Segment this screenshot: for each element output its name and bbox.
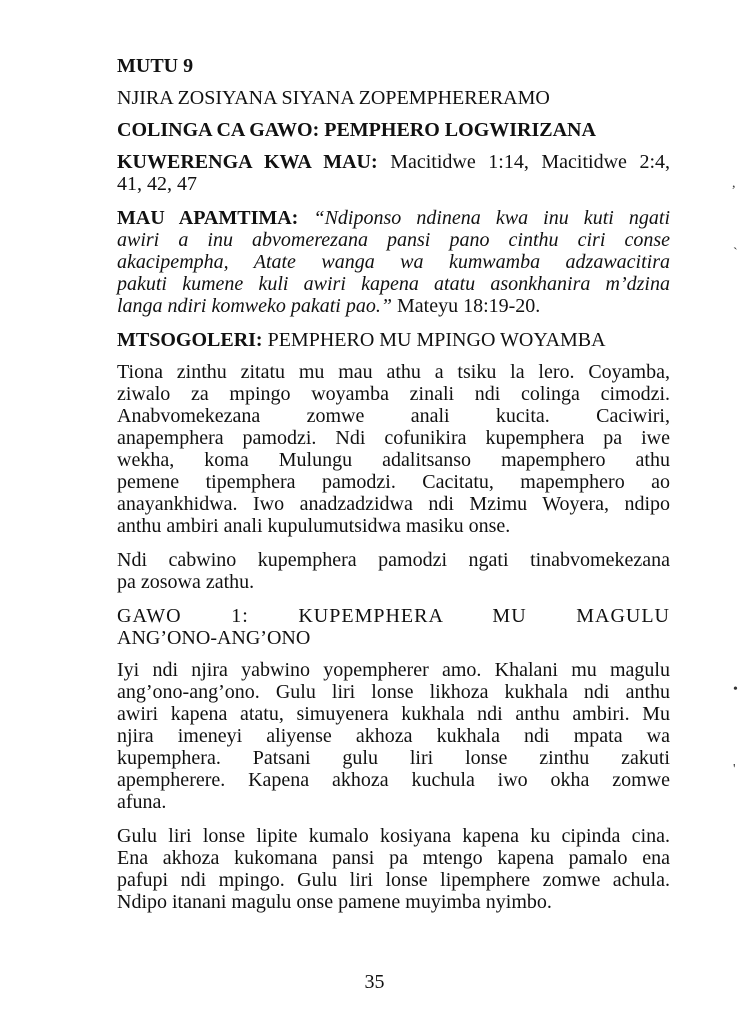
p1-line: pemene tipemphera pamodzi. Cacitatu, mapemphero ao — [117, 471, 670, 493]
section-1-heading-line-2: ANG’ONO-ANG’ONO — [117, 627, 311, 649]
memory-line-1 — [117, 207, 670, 229]
p3-line: Iyi ndi njira yabwino yopempherer amo. Khalani mu magulu — [117, 659, 670, 681]
p2-line: Ndi cabwino kupemphera pamodzi ngati tinabvomekezana — [117, 549, 670, 571]
p3-line: apempherere. Kapena akhoza kuchula iwo okha zomwe — [117, 769, 670, 791]
p3-line: awiri kapena atatu, simuyenera kukhala ndi anthu ambiri. Mu — [117, 703, 670, 725]
paragraph-1 — [117, 361, 670, 537]
p1-line: wekha, koma Mulungu adalitsanso mapemphero athu — [117, 449, 670, 471]
memory-text-1: “Ndiponso ndinena kwa inu kuti ngati — [313, 207, 671, 229]
page-content — [117, 55, 670, 925]
p1-line: anthu ambiri anali kupulumutsidwa masiku onse. — [117, 515, 511, 537]
memory-text-5: langa ndiri komweko pakati pao.” — [117, 295, 392, 317]
memory-label: MAU APAMTIMA: — [117, 207, 299, 229]
paragraph-2 — [117, 549, 670, 593]
p4-line: Ndipo itanani magulu onse pamene muyimba nyimbo. — [117, 891, 552, 913]
scan-speck: ' — [733, 762, 736, 777]
chapter-label: MUTU 9 — [117, 55, 194, 77]
scan-speck: , — [732, 176, 736, 191]
p2-line: pa zosowa zathu. — [117, 571, 255, 593]
p4-line: Ena akhoza kukomana pansi pa mtengo kapena pamalo ena — [117, 847, 670, 869]
p1-line: anayankhidwa. Iwo anadzadzidwa ndi Mzimu Woyera, ndipo — [117, 493, 670, 515]
lesson-title: NJIRA ZOSIYANA SIYANA ZOPEMPHERERAMO — [117, 87, 550, 109]
p3-line: ang’ono-ang’ono. Gulu liri lonse likhoza kukhala ndi anthu — [117, 681, 670, 703]
section-1-heading — [117, 605, 670, 649]
paragraph-4 — [117, 825, 670, 913]
memory-line-5 — [117, 295, 670, 317]
p1-line: ziwalo za mpingo woyamba zinali ndi colinga cimodzi. — [117, 383, 670, 405]
memory-line-2: awiri a inu abvomerezana pansi pano cinthu ciri conse — [117, 229, 670, 251]
leader-title: PEMPHERO MU MPINGO WOYAMBA — [267, 329, 606, 351]
reading-label: KUWERENGA KWA MAU: — [117, 151, 378, 173]
memory-reference: Mateyu 18:19-20. — [396, 295, 541, 317]
section-1-heading-line-1: GAWO 1: KUPEMPHERA MU MAGULU — [117, 605, 670, 627]
reading-line-2: 41, 42, 47 — [117, 173, 197, 195]
memory-verse-block — [117, 207, 670, 317]
paragraph-3 — [117, 659, 670, 813]
reading-refs: Macitidwe 1:14, Macitidwe 2:4, — [390, 151, 670, 173]
leader-heading — [117, 329, 670, 351]
p1-line: Tiona zinthu zitatu mu mau athu a tsiku la lero. Coyamba, — [117, 361, 670, 383]
reading-line-1 — [117, 151, 670, 173]
page-number: 35 — [364, 971, 385, 993]
leader-label: MTSOGOLERI: — [117, 329, 263, 351]
p1-line: anapemphera pamodzi. Ndi cofunikira kupemphera pa iwe — [117, 427, 670, 449]
reading-block — [117, 151, 670, 195]
scan-speck: • — [733, 682, 738, 697]
p4-line: Gulu liri lonse lipite kumalo kosiyana kapena ku cipinda cina. — [117, 825, 670, 847]
p4-line: pafupi ndi mpingo. Gulu liri lonse lipemphere zomwe achula. — [117, 869, 670, 891]
p3-line: afuna. — [117, 791, 167, 813]
memory-line-4: pakuti kumene kuli awiri kapena atatu asonkhanira m’dzina — [117, 273, 670, 295]
memory-line-3: akacipempha, Atate wanga wa kumwamba adzawacitira — [117, 251, 670, 273]
p1-line: Anabvomekezana zomwe anali kucita. Caciwiri, — [117, 405, 670, 427]
scan-speck: ` — [733, 246, 738, 261]
lesson-topic: COLINGA CA GAWO: PEMPHERO LOGWIRIZANA — [117, 119, 596, 141]
p3-line: njira imeneyi aliyense akhoza kukhala ndi mpata wa — [117, 725, 670, 747]
p3-line: kupemphera. Patsani gulu liri lonse zinthu zakuti — [117, 747, 670, 769]
